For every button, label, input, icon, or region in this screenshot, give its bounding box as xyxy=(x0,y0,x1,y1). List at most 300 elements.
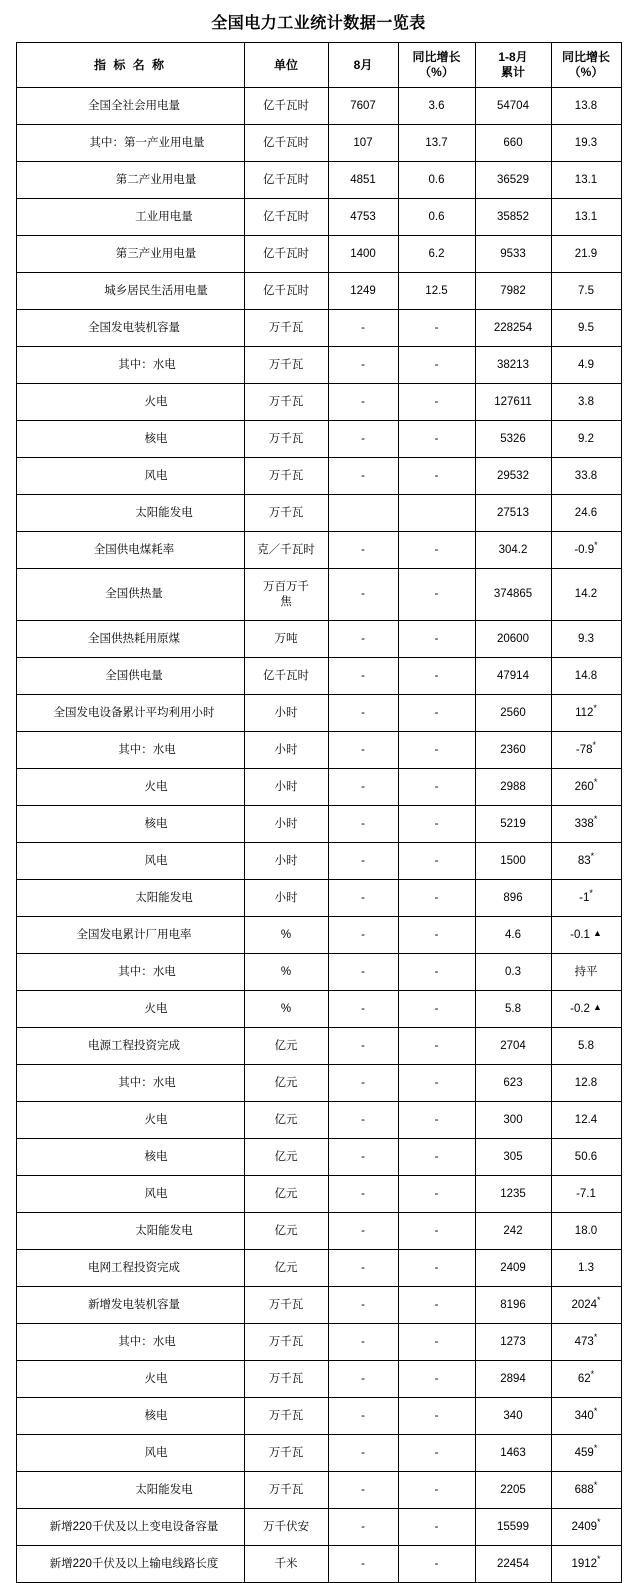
row-indicator-name: 风电 xyxy=(16,1435,244,1472)
row-cumulative-yoy xyxy=(551,1065,621,1102)
column-header-cumulative: 1-8月 累计 xyxy=(475,43,551,88)
up-triangle-icon: ▲ xyxy=(592,927,602,938)
row-august-value: - xyxy=(328,1028,398,1065)
table-row xyxy=(16,1065,621,1102)
row-august-yoy: 13.7 xyxy=(398,125,475,162)
table-row xyxy=(16,495,621,532)
cumulative-yoy-value: 3.8 xyxy=(578,395,594,408)
footnote-marker: * xyxy=(593,1442,598,1453)
row-cumulative-value: 4.6 xyxy=(475,917,551,954)
row-indicator-name: 其中：水电 xyxy=(16,1065,244,1102)
cumulative-yoy-value: 50.6 xyxy=(574,1150,598,1163)
row-unit: 亿千瓦时 xyxy=(244,162,328,199)
row-indicator-name: 新增发电装机容量 xyxy=(16,1287,244,1324)
cumulative-yoy-value: 340 xyxy=(574,1409,594,1422)
footnote-marker: * xyxy=(593,1479,598,1490)
footnote-marker: * xyxy=(589,887,593,898)
row-august-yoy: - xyxy=(398,1398,475,1435)
table-row xyxy=(16,1102,621,1139)
row-august-value: - xyxy=(328,1546,398,1583)
row-cumulative-yoy xyxy=(551,421,621,458)
row-august-value: 1249 xyxy=(328,273,398,310)
row-cumulative-yoy xyxy=(551,1139,621,1176)
row-cumulative-yoy xyxy=(551,1472,621,1509)
row-cumulative-value: 228254 xyxy=(475,310,551,347)
row-unit: 万千瓦 xyxy=(244,458,328,495)
row-unit: 万千瓦 xyxy=(244,495,328,532)
cumulative-yoy-value: -0.1 xyxy=(570,928,590,941)
row-cumulative-yoy xyxy=(551,1435,621,1472)
row-august-yoy: - xyxy=(398,917,475,954)
cumulative-yoy-value: 1.3 xyxy=(578,1261,594,1274)
row-cumulative-value: 340 xyxy=(475,1398,551,1435)
column-header-august: 8月 xyxy=(328,43,398,88)
row-august-value: 4753 xyxy=(328,199,398,236)
cumulative-yoy-value: 12.4 xyxy=(574,1113,598,1126)
cumulative-yoy-value: -0.9 xyxy=(574,543,595,556)
row-cumulative-value: 9533 xyxy=(475,236,551,273)
row-august-yoy: - xyxy=(398,1028,475,1065)
row-indicator-name: 电源工程投资完成 xyxy=(16,1028,244,1065)
row-cumulative-value: 127611 xyxy=(475,384,551,421)
row-indicator-name: 太阳能发电 xyxy=(16,495,244,532)
row-indicator-name: 城乡居民生活用电量 xyxy=(16,273,244,310)
row-unit: 小时 xyxy=(244,769,328,806)
table-row xyxy=(16,347,621,384)
row-unit: 克／千瓦时 xyxy=(244,532,328,569)
row-cumulative-yoy xyxy=(551,1546,621,1583)
row-indicator-name: 风电 xyxy=(16,458,244,495)
row-august-yoy: - xyxy=(398,621,475,658)
row-indicator-name: 火电 xyxy=(16,1102,244,1139)
cumulative-yoy-value: -0.2 xyxy=(570,1002,590,1015)
row-august-value: - xyxy=(328,769,398,806)
cumulative-yoy-value: 24.6 xyxy=(574,506,598,519)
row-august-yoy: - xyxy=(398,880,475,917)
footnote-marker: * xyxy=(590,1368,595,1379)
table-row xyxy=(16,991,621,1028)
row-indicator-name: 其中：第一产业用电量 xyxy=(16,125,244,162)
column-header-unit: 单位 xyxy=(244,43,328,88)
cumulative-yoy-value: 13.8 xyxy=(574,99,598,112)
row-cumulative-yoy xyxy=(551,569,621,621)
row-cumulative-value: 38213 xyxy=(475,347,551,384)
row-cumulative-yoy xyxy=(551,310,621,347)
row-unit: 亿元 xyxy=(244,1213,328,1250)
table-row xyxy=(16,125,621,162)
table-body xyxy=(16,88,621,1583)
cumulative-yoy-value: 9.5 xyxy=(578,321,594,334)
row-indicator-name: 火电 xyxy=(16,1361,244,1398)
footnote-marker: * xyxy=(593,813,598,824)
row-indicator-name: 太阳能发电 xyxy=(16,1472,244,1509)
row-august-value: - xyxy=(328,806,398,843)
row-cumulative-yoy xyxy=(551,843,621,880)
row-unit: 万千伏安 xyxy=(244,1509,328,1546)
cumulative-yoy-value: 4.9 xyxy=(578,358,594,371)
row-unit: 万百万千焦 xyxy=(244,569,328,621)
row-august-value: - xyxy=(328,1102,398,1139)
row-unit: 小时 xyxy=(244,695,328,732)
row-indicator-name: 风电 xyxy=(16,843,244,880)
table-row xyxy=(16,806,621,843)
row-indicator-name: 全国供电煤耗率 xyxy=(16,532,244,569)
row-august-value: 7607 xyxy=(328,88,398,125)
row-august-value: - xyxy=(328,1472,398,1509)
row-august-value: - xyxy=(328,621,398,658)
row-august-yoy: - xyxy=(398,1250,475,1287)
row-august-yoy: 0.6 xyxy=(398,162,475,199)
row-indicator-name: 全国发电设备累计平均利用小时 xyxy=(16,695,244,732)
row-august-yoy: - xyxy=(398,1102,475,1139)
row-august-value: - xyxy=(328,1435,398,1472)
page-title: 全国电力工业统计数据一览表 xyxy=(211,15,426,32)
row-august-yoy: - xyxy=(398,1361,475,1398)
row-august-value: - xyxy=(328,1398,398,1435)
row-cumulative-value: 27513 xyxy=(475,495,551,532)
table-row xyxy=(16,1176,621,1213)
row-august-value: 107 xyxy=(328,125,398,162)
row-august-value: - xyxy=(328,1361,398,1398)
row-cumulative-value: 2894 xyxy=(475,1361,551,1398)
row-cumulative-value: 1235 xyxy=(475,1176,551,1213)
table-header-row xyxy=(16,43,621,88)
row-cumulative-value: 2205 xyxy=(475,1472,551,1509)
row-cumulative-yoy xyxy=(551,347,621,384)
row-august-value: - xyxy=(328,1065,398,1102)
row-august-yoy: - xyxy=(398,1287,475,1324)
row-august-value: - xyxy=(328,384,398,421)
row-cumulative-value: 300 xyxy=(475,1102,551,1139)
row-august-yoy: - xyxy=(398,769,475,806)
row-cumulative-yoy xyxy=(551,1028,621,1065)
row-unit: 万千瓦 xyxy=(244,1324,328,1361)
row-august-value: - xyxy=(328,1509,398,1546)
row-cumulative-value: 5326 xyxy=(475,421,551,458)
row-unit: 万千瓦 xyxy=(244,1361,328,1398)
table-row xyxy=(16,532,621,569)
row-august-yoy: - xyxy=(398,458,475,495)
row-indicator-name: 电网工程投资完成 xyxy=(16,1250,244,1287)
column-header-august-yoy: 同比增长 （%） xyxy=(398,43,475,88)
footnote-marker: * xyxy=(594,539,598,550)
row-indicator-name: 新增220千伏及以上变电设备容量 xyxy=(16,1509,244,1546)
row-indicator-name: 工业用电量 xyxy=(16,199,244,236)
row-indicator-name: 全国供热量 xyxy=(16,569,244,621)
table-row xyxy=(16,162,621,199)
row-august-yoy xyxy=(398,495,475,532)
table-row xyxy=(16,1435,621,1472)
row-august-value: - xyxy=(328,569,398,621)
row-cumulative-yoy xyxy=(551,125,621,162)
row-cumulative-value: 660 xyxy=(475,125,551,162)
row-cumulative-value: 36529 xyxy=(475,162,551,199)
cumulative-yoy-value: 338 xyxy=(574,817,594,830)
row-indicator-name: 核电 xyxy=(16,1139,244,1176)
footnote-marker: * xyxy=(597,1553,601,1564)
row-cumulative-value: 29532 xyxy=(475,458,551,495)
row-august-yoy: - xyxy=(398,421,475,458)
row-unit: 小时 xyxy=(244,843,328,880)
table-row xyxy=(16,1509,621,1546)
cumulative-yoy-value: 21.9 xyxy=(574,247,598,260)
row-unit: 亿元 xyxy=(244,1176,328,1213)
table-row xyxy=(16,769,621,806)
row-unit: 亿元 xyxy=(244,1065,328,1102)
table-row xyxy=(16,199,621,236)
row-unit: 亿千瓦时 xyxy=(244,236,328,273)
row-cumulative-yoy xyxy=(551,658,621,695)
table-row xyxy=(16,880,621,917)
row-august-yoy: - xyxy=(398,1324,475,1361)
cumulative-yoy-value: 260 xyxy=(574,780,594,793)
cumulative-yoy-value: 14.8 xyxy=(574,669,598,682)
cumulative-yoy-value: 14.2 xyxy=(574,588,598,601)
table-row xyxy=(16,695,621,732)
row-cumulative-yoy xyxy=(551,769,621,806)
row-indicator-name: 第二产业用电量 xyxy=(16,162,244,199)
row-cumulative-yoy xyxy=(551,732,621,769)
row-unit: 万千瓦 xyxy=(244,1472,328,1509)
row-unit: 亿千瓦时 xyxy=(244,273,328,310)
row-unit: % xyxy=(244,917,328,954)
row-cumulative-value: 8196 xyxy=(475,1287,551,1324)
row-august-value: - xyxy=(328,1250,398,1287)
table-row xyxy=(16,1139,621,1176)
row-august-value: - xyxy=(328,695,398,732)
row-august-value: - xyxy=(328,421,398,458)
row-cumulative-value: 0.3 xyxy=(475,954,551,991)
row-cumulative-yoy xyxy=(551,954,621,991)
cumulative-yoy-value: 13.1 xyxy=(574,210,598,223)
row-cumulative-value: 305 xyxy=(475,1139,551,1176)
row-august-value: - xyxy=(328,1287,398,1324)
footnote-marker: * xyxy=(590,850,595,861)
row-august-value: - xyxy=(328,1324,398,1361)
row-august-value: - xyxy=(328,532,398,569)
row-unit: 万吨 xyxy=(244,621,328,658)
row-unit: 小时 xyxy=(244,880,328,917)
row-august-value: 1400 xyxy=(328,236,398,273)
statistics-table xyxy=(16,42,622,1583)
row-cumulative-value: 7982 xyxy=(475,273,551,310)
row-cumulative-yoy xyxy=(551,458,621,495)
row-august-yoy: - xyxy=(398,732,475,769)
cumulative-yoy-value: -78 xyxy=(575,743,593,756)
row-cumulative-yoy xyxy=(551,1102,621,1139)
row-cumulative-value: 22454 xyxy=(475,1546,551,1583)
cumulative-yoy-value: 持平 xyxy=(574,965,598,978)
row-unit: 万千瓦 xyxy=(244,310,328,347)
row-august-yoy: - xyxy=(398,1139,475,1176)
row-indicator-name: 全国发电装机容量 xyxy=(16,310,244,347)
cumulative-yoy-value: 688 xyxy=(574,1483,594,1496)
cumulative-yoy-value: 459 xyxy=(574,1446,594,1459)
row-cumulative-yoy xyxy=(551,1176,621,1213)
row-august-yoy: - xyxy=(398,532,475,569)
table-row xyxy=(16,1324,621,1361)
row-unit: 万千瓦 xyxy=(244,421,328,458)
row-august-yoy: - xyxy=(398,1509,475,1546)
row-unit: 万千瓦 xyxy=(244,384,328,421)
row-unit: 小时 xyxy=(244,732,328,769)
row-august-yoy: 3.6 xyxy=(398,88,475,125)
cumulative-yoy-value: 5.8 xyxy=(578,1039,594,1052)
row-august-value: - xyxy=(328,658,398,695)
row-indicator-name: 太阳能发电 xyxy=(16,1213,244,1250)
cumulative-yoy-value: 33.8 xyxy=(574,469,598,482)
row-cumulative-yoy xyxy=(551,880,621,917)
table-row xyxy=(16,954,621,991)
row-cumulative-value: 15599 xyxy=(475,1509,551,1546)
row-cumulative-yoy xyxy=(551,532,621,569)
cumulative-yoy-value: 2409 xyxy=(571,1520,598,1533)
row-indicator-name: 风电 xyxy=(16,1176,244,1213)
table-row xyxy=(16,1213,621,1250)
row-august-yoy: - xyxy=(398,806,475,843)
row-unit: 小时 xyxy=(244,806,328,843)
row-august-yoy: - xyxy=(398,658,475,695)
table-row xyxy=(16,843,621,880)
row-august-value: - xyxy=(328,347,398,384)
row-august-yoy: - xyxy=(398,1472,475,1509)
table-row xyxy=(16,1398,621,1435)
row-cumulative-yoy xyxy=(551,1213,621,1250)
row-unit: 万千瓦 xyxy=(244,1435,328,1472)
row-unit: 亿元 xyxy=(244,1028,328,1065)
table-row xyxy=(16,1361,621,1398)
row-indicator-name: 核电 xyxy=(16,806,244,843)
row-cumulative-value: 54704 xyxy=(475,88,551,125)
table-row xyxy=(16,1472,621,1509)
footnote-marker: * xyxy=(597,1294,601,1305)
row-indicator-name: 第三产业用电量 xyxy=(16,236,244,273)
cumulative-yoy-value: -7.1 xyxy=(576,1187,596,1200)
row-indicator-name: 其中：水电 xyxy=(16,1324,244,1361)
row-cumulative-yoy xyxy=(551,695,621,732)
row-indicator-name: 核电 xyxy=(16,421,244,458)
cumulative-yoy-value: 19.3 xyxy=(574,136,598,149)
row-august-value xyxy=(328,495,398,532)
row-august-value: - xyxy=(328,1176,398,1213)
row-cumulative-yoy xyxy=(551,495,621,532)
row-unit: 亿元 xyxy=(244,1139,328,1176)
row-unit: 千米 xyxy=(244,1546,328,1583)
row-unit: 亿千瓦时 xyxy=(244,88,328,125)
cumulative-yoy-value: 112 xyxy=(575,706,594,719)
column-header-indicator: 指 标 名 称 xyxy=(16,43,244,88)
cumulative-yoy-value: 1912 xyxy=(571,1557,598,1570)
row-august-yoy: 0.6 xyxy=(398,199,475,236)
row-august-yoy: - xyxy=(398,1065,475,1102)
row-august-yoy: - xyxy=(398,347,475,384)
table-row xyxy=(16,1287,621,1324)
table-row xyxy=(16,1250,621,1287)
row-cumulative-value: 1463 xyxy=(475,1435,551,1472)
row-august-yoy: - xyxy=(398,954,475,991)
row-august-yoy: - xyxy=(398,843,475,880)
row-cumulative-yoy xyxy=(551,1361,621,1398)
row-august-yoy: - xyxy=(398,1213,475,1250)
row-unit: 亿千瓦时 xyxy=(244,199,328,236)
row-cumulative-yoy xyxy=(551,1250,621,1287)
table-row xyxy=(16,310,621,347)
row-august-yoy: - xyxy=(398,1546,475,1583)
column-header-cumulative-yoy: 同比增长 （%） xyxy=(551,43,621,88)
row-cumulative-yoy xyxy=(551,806,621,843)
row-cumulative-value: 623 xyxy=(475,1065,551,1102)
row-unit: 亿千瓦时 xyxy=(244,658,328,695)
table-row xyxy=(16,236,621,273)
row-cumulative-value: 1500 xyxy=(475,843,551,880)
cumulative-yoy-value: 473 xyxy=(574,1335,594,1348)
cumulative-yoy-value: 12.8 xyxy=(574,1076,598,1089)
row-cumulative-value: 5.8 xyxy=(475,991,551,1028)
row-unit: 万千瓦 xyxy=(244,347,328,384)
row-indicator-name: 火电 xyxy=(16,384,244,421)
row-august-value: - xyxy=(328,1213,398,1250)
row-indicator-name: 全国供电量 xyxy=(16,658,244,695)
row-cumulative-yoy xyxy=(551,162,621,199)
row-cumulative-yoy xyxy=(551,917,621,954)
row-indicator-name: 其中：水电 xyxy=(16,954,244,991)
row-indicator-name: 新增220千伏及以上输电线路长度 xyxy=(16,1546,244,1583)
row-august-yoy: - xyxy=(398,991,475,1028)
footnote-marker: * xyxy=(593,702,597,713)
row-unit: % xyxy=(244,954,328,991)
row-cumulative-yoy xyxy=(551,621,621,658)
footnote-marker: * xyxy=(593,1405,598,1416)
row-unit: 亿元 xyxy=(244,1102,328,1139)
row-cumulative-value: 2560 xyxy=(475,695,551,732)
row-indicator-name: 火电 xyxy=(16,769,244,806)
row-unit: 万千瓦 xyxy=(244,1398,328,1435)
row-cumulative-yoy xyxy=(551,1287,621,1324)
row-august-value: - xyxy=(328,1139,398,1176)
row-unit: 亿元 xyxy=(244,1250,328,1287)
table-row xyxy=(16,384,621,421)
row-cumulative-yoy xyxy=(551,88,621,125)
row-august-yoy: - xyxy=(398,384,475,421)
row-indicator-name: 核电 xyxy=(16,1398,244,1435)
row-august-yoy: 6.2 xyxy=(398,236,475,273)
row-august-value: - xyxy=(328,917,398,954)
row-august-value: - xyxy=(328,310,398,347)
row-august-yoy: - xyxy=(398,569,475,621)
table-row xyxy=(16,273,621,310)
cumulative-yoy-value: 9.2 xyxy=(578,432,594,445)
footnote-marker: * xyxy=(593,776,598,787)
row-unit: 亿千瓦时 xyxy=(244,125,328,162)
table-row xyxy=(16,88,621,125)
table-row xyxy=(16,458,621,495)
row-indicator-name: 火电 xyxy=(16,991,244,1028)
cumulative-yoy-value: 83 xyxy=(577,854,591,867)
row-unit: 万千瓦 xyxy=(244,1287,328,1324)
row-cumulative-yoy xyxy=(551,384,621,421)
row-cumulative-value: 304.2 xyxy=(475,532,551,569)
cumulative-yoy-value: -1 xyxy=(579,891,590,904)
row-cumulative-yoy xyxy=(551,1324,621,1361)
cumulative-yoy-value: 13.1 xyxy=(574,173,598,186)
table-row xyxy=(16,658,621,695)
row-august-value: - xyxy=(328,991,398,1028)
row-cumulative-yoy xyxy=(551,1509,621,1546)
row-august-value: - xyxy=(328,954,398,991)
row-cumulative-value: 5219 xyxy=(475,806,551,843)
up-triangle-icon: ▲ xyxy=(592,1001,602,1012)
row-august-yoy: - xyxy=(398,310,475,347)
